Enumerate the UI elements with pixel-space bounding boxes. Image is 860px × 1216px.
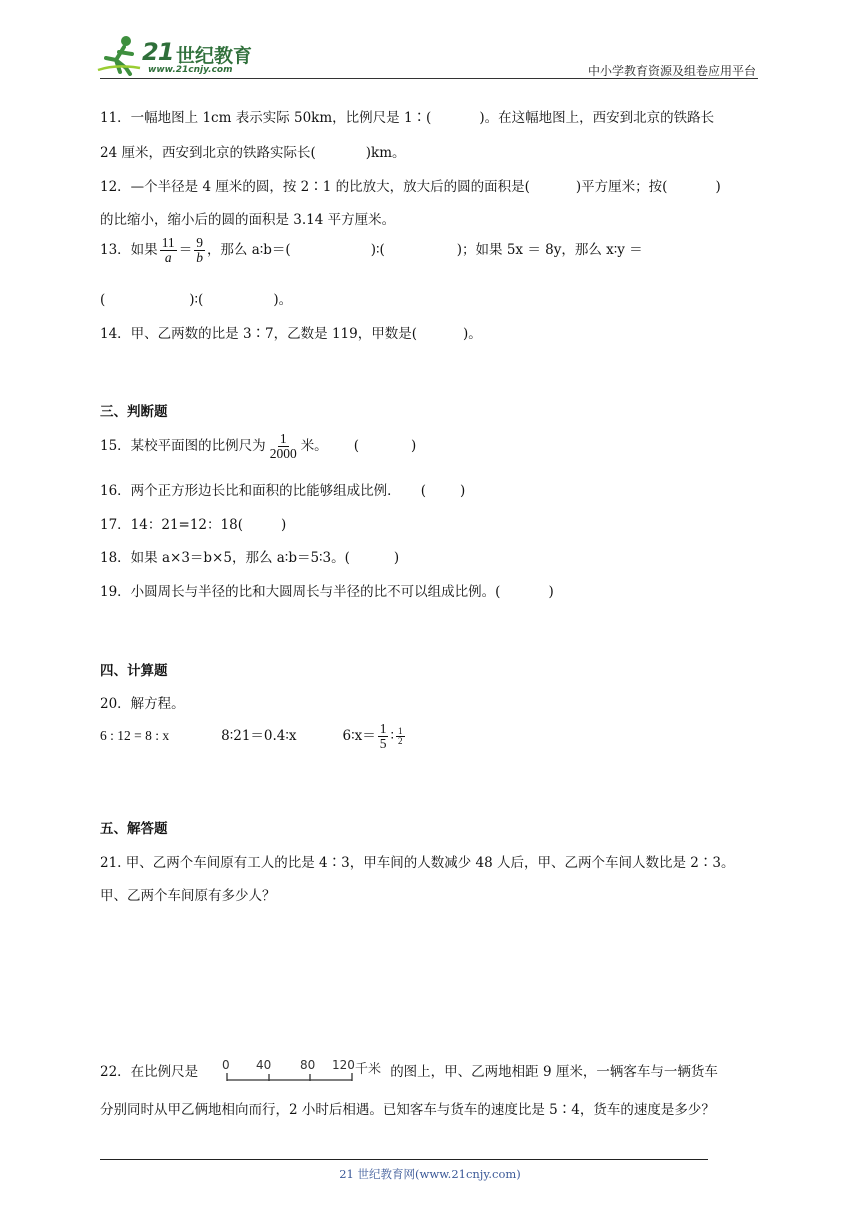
eq3-fraction-1: $\frac{1}{5}$	[379, 721, 387, 752]
question-21-line-2: 甲、乙两个车间原有多少人？	[100, 888, 276, 904]
question-11-line-1	[100, 106, 714, 126]
q13-prefix: 13．如果	[100, 242, 158, 259]
question-12-line-2: 的比缩小，缩小后的圆的面积是 3.14 平方厘米。	[100, 212, 396, 228]
section-heading-calculation: 四、计算题	[100, 663, 168, 679]
section-heading-judgement: 三、判断题	[100, 404, 168, 420]
question-17: 17．14：21=12：18( )	[100, 517, 287, 533]
header-tagline: 中小学教育资源及组卷应用平台	[587, 64, 756, 78]
footer-text[interactable]: 21 世纪教育网(www.21cnjy.com)	[339, 1167, 521, 1181]
equation-2: 8∶21＝0.4∶x	[221, 728, 297, 745]
scale-label-0: 0	[222, 1058, 230, 1072]
question-11-line-2	[100, 141, 406, 161]
question-22-line-1: 22．在比例尺是 的图上，甲、乙两地相距 9 厘米，一辆客车与一辆货车	[100, 1064, 718, 1080]
q15-fraction: $\frac{1}{2000}$	[269, 431, 297, 462]
scale-label-80: 80	[300, 1058, 316, 1072]
q12-text-b: )平方厘米；按(	[575, 179, 668, 195]
question-18: 18．如果 a×3＝b×5，那么 a∶b＝5∶3。( )	[100, 550, 400, 566]
question-20-equations	[100, 722, 407, 751]
question-13-line-1: 13．如果 $\frac{11}{a}$ ＝ $\frac{9}{b}$ ，那么 a∶b＝( )∶( )；如果 5x ＝ 8y，那么 x∶y ＝	[100, 235, 643, 266]
footer-divider	[100, 1159, 708, 1160]
eq3-fraction-2: $\frac{1}{2}$	[398, 725, 403, 747]
section-heading-answers: 五、解答题	[100, 821, 168, 837]
q12-text-c: )	[715, 179, 721, 195]
question-13-line-2: ( )∶( )。	[100, 292, 293, 308]
question-12-line-1	[100, 175, 721, 195]
q11-text-b: )。在这幅地图上，西安到北京的铁路长	[479, 110, 715, 126]
q11-text-c: 24 厘米，西安到北京的铁路实际长(	[100, 145, 316, 161]
q13-mid: ，那么 a∶b＝(	[206, 242, 291, 259]
logo-url: www.21cnjy.com	[148, 65, 233, 75]
logo-name: 世纪教育	[176, 45, 253, 67]
q11-text-d: )km。	[365, 145, 406, 161]
q12-text-a: 12．—个半径是 4 厘米的圆，按 2∶1 的比放大，放大后的圆的面积是(	[100, 179, 530, 195]
q13-fraction-2: $\frac{9}{b}$	[196, 235, 203, 266]
question-19: 19．小圆周长与半径的比和大圆周长与半径的比不可以组成比例。( )	[100, 584, 554, 600]
question-16: 16．两个正方形边长比和面积的比能够组成比例． ( )	[100, 483, 466, 499]
question-20-title: 20．解方程。	[100, 696, 185, 712]
scale-label-40: 40	[256, 1058, 272, 1072]
question-15: 15．某校平面图的比例尺为 $\frac{1}{2000}$ 米。 ( )	[100, 431, 417, 462]
q13-mid2: )；如果 5x ＝ 8y，那么 x∶y ＝	[456, 242, 643, 259]
question-22-line-2: 分别同时从甲乙俩地相向而行，2 小时后相遇。已知客车与货车的速度比是 5∶4，货车的速度是多少？	[100, 1102, 715, 1118]
runner-icon	[96, 34, 142, 76]
scale-label-120: 120	[332, 1058, 355, 1072]
scale-ruler	[218, 1072, 358, 1086]
scale-unit: 千米	[355, 1062, 382, 1077]
equation-3: 6∶x＝ $\frac{1}{5}$ ∶ $\frac{1}{2}$	[342, 721, 403, 752]
header-divider	[100, 78, 758, 79]
site-logo	[96, 34, 266, 80]
question-21-line-1: 21. 甲、乙两个车间原有工人的比是 4∶3，甲车间的人数减少 48 人后，甲、乙两个车间人数比是 2∶3。	[100, 855, 735, 871]
equation-1: 6 : 12 = 8 : x	[100, 728, 170, 744]
scale-bar	[218, 1058, 388, 1086]
question-14: 14．甲、乙两数的比是 3∶7，乙数是 119，甲数是( )。	[100, 326, 482, 342]
q13-fraction-1: $\frac{11}{a}$	[161, 235, 175, 266]
logo-number: 21	[142, 38, 174, 66]
q11-text-a: 11．一幅地图上 1cm 表示实际 50km，比例尺是 1∶(	[100, 110, 432, 126]
